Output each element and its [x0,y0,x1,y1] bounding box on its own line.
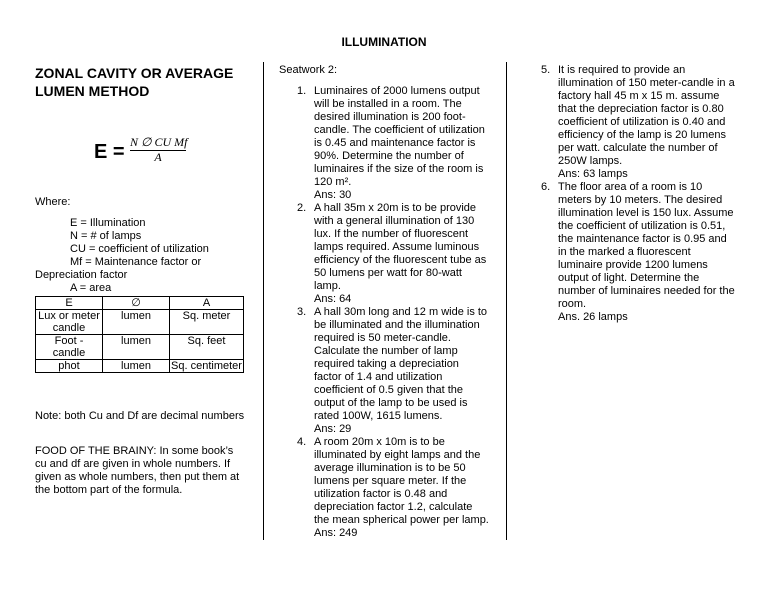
section-heading: ZONAL CAVITY OR AVERAGE LUMEN METHOD [35,65,234,99]
problem-text: A hall 30m long and 12 m wide is to be illuminated and the illumination required is 50 meter-candle. Calculate the number of lamp required taking a depreciation factor of 1.4 and utilization coefficient of 0.5 given that the output of the lamp to be used is rated 100W, 1615 lumens. [314,306,488,422]
problem-answer: Ans: 29 [314,423,352,435]
definition-a: A = area [70,282,112,294]
definition-mf: Mf = Maintenance factor or [70,256,202,268]
problem-item [297,306,489,436]
table-cell: Sq. feet [170,335,244,360]
definition-cu: CU = coefficient of utilization [70,243,209,255]
problem-text: Luminaires of 2000 lumens output will be installed in a room. The desired illumination is 200 foot-candle. The coefficient of utilization is 0.45 and maintenance factor is 90%. Determine the number of luminaires if the size of the room is 120 m². [314,85,485,188]
table-cell: lumen [103,360,170,373]
problem-answer: Ans: 63 lamps [558,168,628,180]
seatwork-label: Seatwork 2: [279,64,338,76]
problem-number: 6. [541,181,551,193]
table-row [36,360,244,373]
problem-item [541,64,736,181]
table-cell: Sq. centimeter [171,360,242,372]
table-cell: Foot - candle [36,335,103,360]
units-table [35,296,244,373]
formula-numerator: N ∅ CU Mf [130,135,188,149]
problem-text: It is required to provide an illumination of 150 meter-candle in a factory hall 45 m x 15 m. assume that the depreciation factor is 0.80 coefficient of utilization is 0.40 and efficiency of the lamp is 20 lumens per watt. calculate the number of 250W lamps. [558,64,735,167]
formula-fraction [130,136,186,164]
table-header: E [36,297,103,310]
table-cell: lumen [103,335,170,360]
problem-answer: Ans. 26 lamps [558,311,628,323]
column-divider-right [506,62,507,540]
formula-lhs: E = [94,141,125,163]
problem-number: 5. [541,64,551,76]
problem-list-middle [297,85,489,540]
table-row [36,310,244,335]
problem-item [541,181,736,324]
problem-number: 4. [297,436,307,448]
note-text: Note: both Cu and Df are decimal numbers [35,410,245,422]
definition-n: N = # of lamps [70,230,142,242]
problem-answer: Ans: 30 [314,189,352,201]
brainy-tip: FOOD OF THE BRAINY: In some book’s cu and df are given in whole numbers. If given as whole numbers, then put them at the bottom part of the formula. [35,445,240,496]
table-header: A [170,297,244,310]
table-cell: Sq. meter [170,310,244,335]
problem-item [297,202,489,306]
table-header-row [36,297,244,310]
problem-list-right [541,64,736,324]
problem-text: A room 20m x 10m is to be illuminated by eight lamps and the average illumination is to be 50 lumens per square meter. If the utilization factor is 0.48 and depreciation factor 1.2, calculate the mean spherical power per lamp. [314,436,489,526]
table-cell: lumen [103,310,170,335]
problem-text: A hall 35m x 20m is to be provide with a general illumination of 130 lux. If the number of fluorescent lamps required. Assume luminous efficiency of the fluorescent tube as 50 lumens per watt for 80-watt lamp. [314,202,487,292]
definition-e: E = Illumination [70,217,146,229]
table-cell: phot [36,360,103,373]
table-row [36,335,244,360]
problem-answer: Ans: 249 [314,527,358,539]
problem-item [297,85,489,202]
where-label: Where: [35,196,71,208]
column-divider-left [263,62,264,540]
problem-text: The floor area of a room is 10 meters by 10 meters. The desired illumination level is 150 lux. Assume the coefficient of utilization is 0.51, the maintenance factor is 0.95 and in the marked a fluorescent luminaire provide 1200 lumens output of light. Determine the number of luminaires needed for the room. [558,181,735,310]
table-header: ∅ [103,297,170,310]
definition-mf-continued: Depreciation factor [35,269,128,281]
problem-answer: Ans: 64 [314,293,352,305]
problem-number: 1. [297,85,307,97]
formula-denominator: A [154,150,162,164]
page-title: ILLUMINATION [341,35,427,49]
problem-number: 3. [297,306,307,318]
table-cell: Lux or meter candle [36,310,103,335]
problem-number: 2. [297,202,307,214]
problem-item [297,436,489,540]
